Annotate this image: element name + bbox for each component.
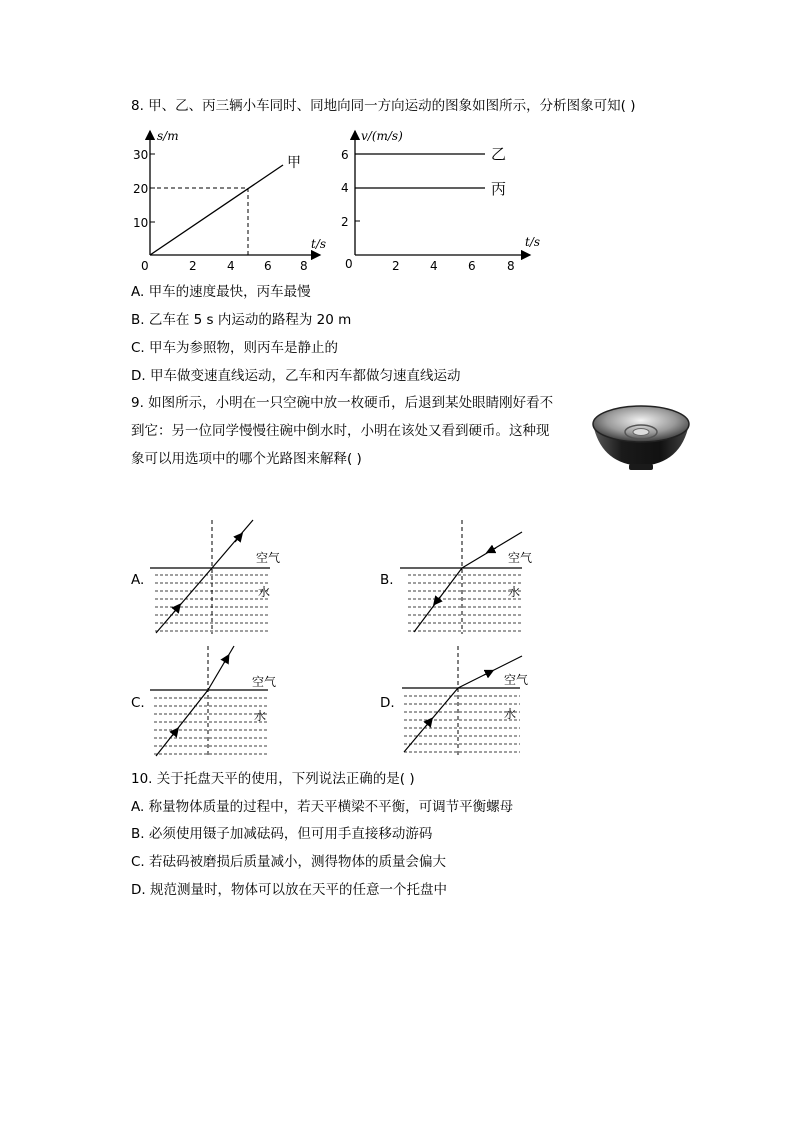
diag-c-water: 水 <box>254 709 267 723</box>
q10-option-c: C. 若砝码被磨损后质量减小，测得物体的质量会偏大 <box>131 854 447 870</box>
q8-option-a: A. 甲车的速度最快，丙车最慢 <box>131 284 311 300</box>
q9-stem-line-2: 到它：另一位同学慢慢往碗中倒水时，小明在该处又看到硬币。这种现 <box>131 423 550 439</box>
q8-option-d: D. 甲车做变速直线运动，乙车和丙车都做匀速直线运动 <box>131 368 461 384</box>
g2-xtick-8: 8 <box>507 259 515 273</box>
g1-ytick-30: 30 <box>133 148 149 162</box>
q8-option-b: B. 乙车在 5 s 内运动的路程为 20 m <box>131 312 352 328</box>
q9-letter-b: B. <box>380 572 394 588</box>
g2-xtick-6: 6 <box>468 259 476 273</box>
g2-ytick-4: 4 <box>341 181 349 195</box>
diag-d-water: 水 <box>504 707 517 721</box>
q9-diagram-a <box>150 520 290 635</box>
diag-d-air: 空气 <box>504 673 529 687</box>
g1-xlabel: t/s <box>311 237 327 251</box>
q9-stem-line-1: 9. 如图所示，小明在一只空碗中放一枚硬币，后退到某处眼睛刚好看不 <box>131 395 554 411</box>
q9-diagram-d <box>400 644 540 759</box>
q9-stem-line-3: 象可以用选项中的哪个光路图来解释( ) <box>131 451 362 467</box>
q10-option-a: A. 称量物体质量的过程中，若天平横梁不平衡，可调节平衡螺母 <box>131 799 514 815</box>
q10-stem: 10. 关于托盘天平的使用，下列说法正确的是( ) <box>131 771 415 787</box>
q8-graph-vt <box>335 128 541 278</box>
q10-option-b: B. 必须使用镊子加减砝码，但可用手直接移动游码 <box>131 826 433 842</box>
q10-option-d: D. 规范测量时，物体可以放在天平的任意一个托盘中 <box>131 882 447 898</box>
g1-series-label: 甲 <box>287 155 301 171</box>
g2-ylabel: v/(m/s) <box>361 129 403 143</box>
g1-xtick-8: 8 <box>300 259 308 273</box>
g2-label-yi: 乙 <box>491 145 507 163</box>
diag-c-air: 空气 <box>252 675 277 689</box>
q8-option-c: C. 甲车为参照物，则丙车是静止的 <box>131 340 339 356</box>
diag-b-air: 空气 <box>508 551 533 565</box>
g2-xlabel: t/s <box>525 235 541 249</box>
diag-a-water: 水 <box>258 585 271 599</box>
g1-ytick-10: 10 <box>133 216 149 230</box>
diag-a-air: 空气 <box>256 551 281 565</box>
q9-diagram-b <box>400 520 540 635</box>
q9-letter-a: A. <box>131 572 145 588</box>
g2-ytick-6: 6 <box>341 148 349 162</box>
g2-label-bing: 丙 <box>491 180 507 198</box>
g2-xtick-2: 2 <box>392 259 400 273</box>
q9-letter-c: C. <box>131 695 145 711</box>
g1-ylabel: s/m <box>157 129 179 143</box>
q8-graph-st <box>125 128 325 278</box>
g1-xtick-4: 4 <box>227 259 235 273</box>
g2-xtick-4: 4 <box>430 259 438 273</box>
g1-ytick-20: 20 <box>133 182 149 196</box>
g2-ytick-2: 2 <box>341 215 349 229</box>
g1-xtick-6: 6 <box>264 259 272 273</box>
g1-series-jia <box>150 165 283 255</box>
q9-letter-d: D. <box>380 695 395 711</box>
q8-stem: 8. 甲、乙、丙三辆小车同时、同地向同一方向运动的图象如图所示，分析图象可知( ) <box>131 98 636 114</box>
bowl-illustration <box>591 402 691 472</box>
diag-b-water: 水 <box>508 585 521 599</box>
g1-origin: 0 <box>141 259 149 273</box>
q9-diagram-c <box>150 644 290 759</box>
g1-xtick-2: 2 <box>189 259 197 273</box>
g2-origin: 0 <box>345 257 353 271</box>
